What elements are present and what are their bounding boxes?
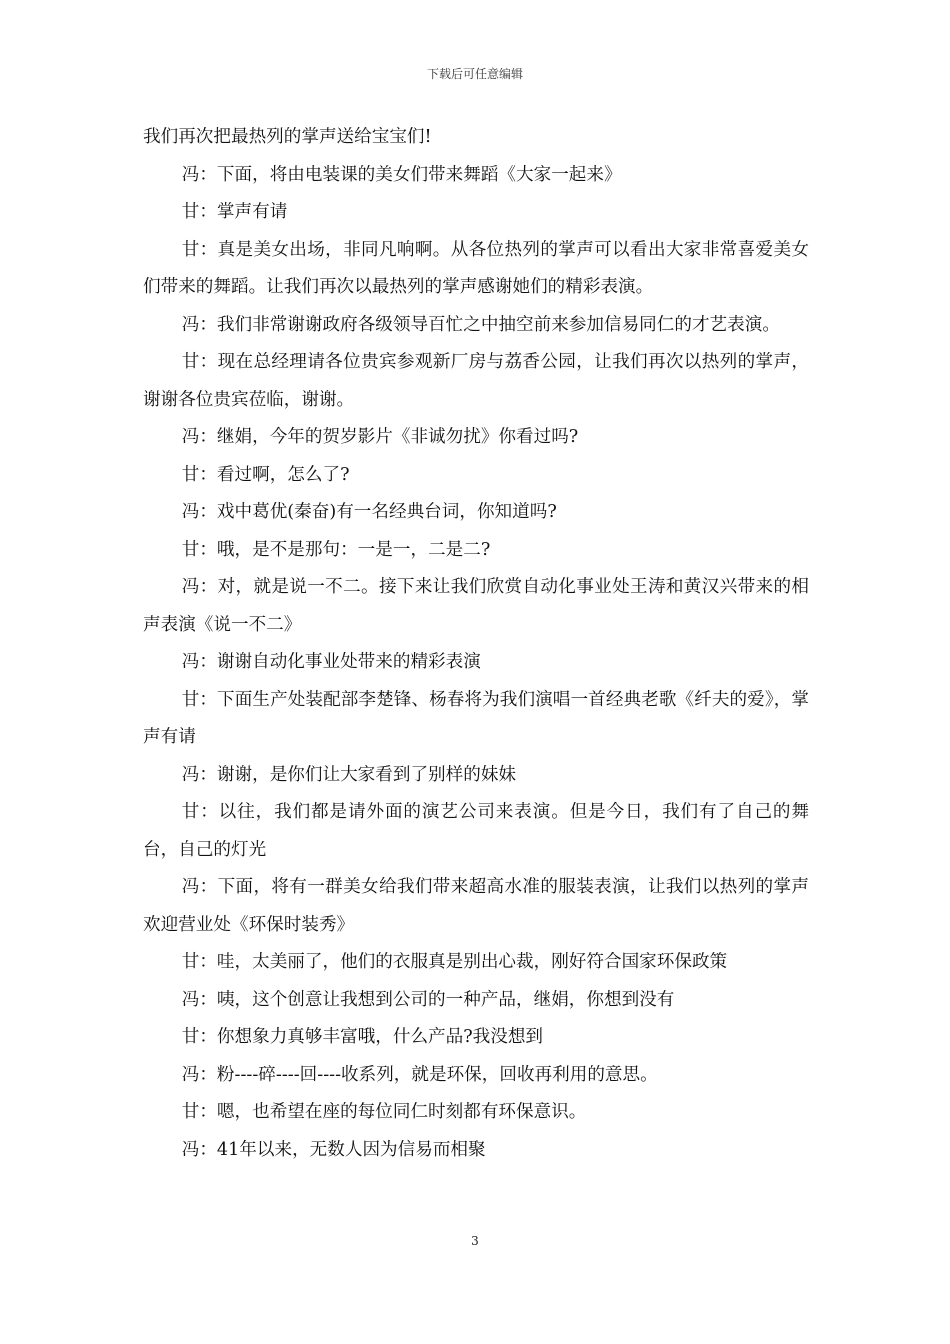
paragraph: 甘：现在总经理请各位贵宾参观新厂房与荔香公园，让我们再次以热列的掌声，谢谢各位贵宾莅临，谢谢。 xyxy=(143,352,809,410)
paragraph: 冯：下面，将由电装课的美女们带来舞蹈《大家一起来》 xyxy=(181,164,622,185)
paragraph: 冯：戏中葛优(秦奋)有一名经典台词，你知道吗? xyxy=(181,502,557,522)
page-header: 下载后可任意编辑 xyxy=(426,67,523,81)
paragraph: 甘：哦，是不是那句：一是一，二是二? xyxy=(181,539,491,560)
paragraph: 冯：咦，这个创意让我想到公司的一种产品，继娟，你想到没有 xyxy=(181,989,675,1010)
paragraph: 甘：你想象力真够丰富哦，什么产品?我没想到 xyxy=(181,1027,544,1047)
paragraph: 冯：对，就是说一不二。接下来让我们欣赏自动化事业处王涛和黄汉兴带来的相声表演《说一不二》 xyxy=(143,577,809,635)
paragraph: 甘：下面生产处装配部李楚锋、杨春将为我们演唱一首经典老歌《纤夫的爱》，掌声有请 xyxy=(143,689,809,747)
paragraph: 冯：41年以来，无数人因为信易而相聚 xyxy=(181,1139,486,1160)
paragraph: 甘：嗯，也希望在座的每位同仁时刻都有环保意识。 xyxy=(181,1102,587,1122)
paragraph: 甘：看过啊，怎么了? xyxy=(181,464,350,485)
document-body xyxy=(143,119,809,1169)
paragraph: 甘：以往，我们都是请外面的演艺公司来表演。但是今日，我们有了自己的舞台，自己的灯光 xyxy=(143,802,809,860)
paragraph: 甘：哇，太美丽了，他们的衣服真是别出心裁，刚好符合国家环保政策 xyxy=(181,952,728,972)
paragraph: 甘：真是美女出场，非同凡响啊。从各位热列的掌声可以看出大家非常喜爱美女们带来的舞蹈。让我们再次以最热列的掌声感谢她们的精彩表演。 xyxy=(143,239,809,297)
paragraph: 冯：粉----碎----回----收系列，就是环保，回收再利用的意思。 xyxy=(181,1064,658,1085)
paragraph: 甘：掌声有请 xyxy=(181,202,288,222)
paragraph: 我们再次把最热列的掌声送给宝宝们! xyxy=(143,127,432,147)
paragraph: 冯：谢谢，是你们让大家看到了别样的妹妹 xyxy=(181,764,517,785)
paragraph: 冯：继娟，今年的贺岁影片《非诚勿扰》你看过吗? xyxy=(181,427,579,447)
paragraph: 冯：我们非常谢谢政府各级领导百忙之中抽空前来参加信易同仁的才艺表演。 xyxy=(181,314,780,335)
paragraph: 冯：下面，将有一群美女给我们带来超高水准的服装表演，让我们以热列的掌声欢迎营业处《环保时装秀》 xyxy=(143,877,809,935)
paragraph: 冯：谢谢自动化事业处带来的精彩表演 xyxy=(181,652,481,672)
page-number: 3 xyxy=(471,1234,479,1248)
